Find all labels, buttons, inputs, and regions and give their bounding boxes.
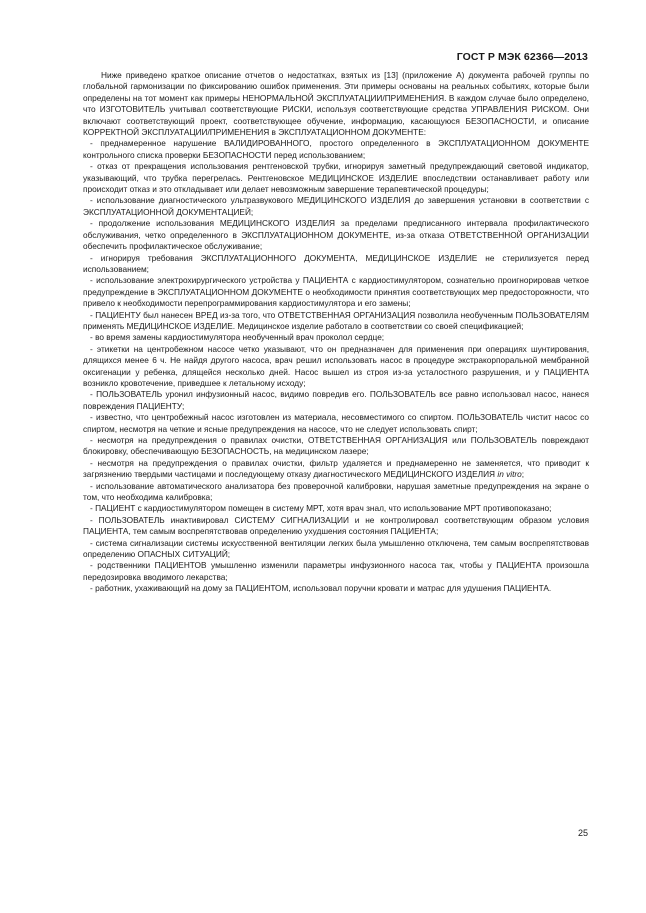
standard-header: ГОСТ Р МЭК 62366—2013 (456, 51, 588, 63)
list-item: - использование электрохирургического устройства у ПАЦИЕНТА с кардиостимулятором, сознательно проигнорировав четкое предупреждение в ЭКСПЛУАТАЦИОННОМ ДОКУМЕНТЕ о необходимости принятия соответствующих мер предосторожности, что привело к необходимости перепрограммирования кардиостимулятора и его замены; (83, 275, 589, 309)
list-item: - использование автоматического анализатора без проверочной калибровки, нарушая заметные предупреждения на экране о том, что необходима калибровка; (83, 480, 589, 503)
list-item: - отказ от прекращения использования рентгеновской трубки, игнорируя заметный предупреждающий световой индикатор, указывающий, что трубка перегрелась. Рентгеновское МЕДИЦИНСКОЕ ИЗДЕЛИЕ впоследствии останавливает работу или происходит отказ и это откладывает или делает невозможным завершение терапевтической процедуры; (83, 161, 589, 195)
page-number: 25 (577, 828, 588, 838)
list-item: - ПАЦИЕНТУ был нанесен ВРЕД из-за того, что ОТВЕТСТВЕННАЯ ОРГАНИЗАЦИЯ позволила необученным ПОЛЬЗОВАТЕЛЯМ применять МЕДИЦИНСКОЕ ИЗДЕЛИЕ. Медицинское изделие работало в соответствии со своей спецификацией; (83, 309, 589, 331)
list-item: - ПАЦИЕНТ с кардиостимулятором помещен в систему МРТ, хотя врач знал, что использование МРТ противопоказано; (90, 503, 552, 514)
list-item: - работник, ухаживающий на дому за ПАЦИЕНТОМ, использовал поручни кровати и матрас для удушения ПАЦИЕНТА. (90, 583, 552, 594)
list-item: - игнорируя требования ЭКСПЛУАТАЦИОННОГО ДОКУМЕНТА, МЕДИЦИНСКОЕ ИЗДЕЛИЕ не стерилизуется перед использованием; (83, 252, 589, 274)
list-item-in-vitro (83, 458, 589, 481)
list-item-text: - несмотря на предупреждения о правилах очистки, фильтр удаляется и преднамеренно не заменяется, что приводит к загрязнению твердыми частицами и последующему отказу диагностического МЕДИЦИНСКОГО ИЗДЕЛИЯ (83, 457, 589, 480)
list-item: - ПОЛЬЗОВАТЕЛЬ инактивировал СИСТЕМУ СИГНАЛИЗАЦИИ и не контролировал соответствующим образом условия ПАЦИЕНТА, тем самым воспрепятствовав определению ухудшения состояния ПАЦИЕНТА; (83, 514, 589, 537)
list-item: - родственники ПАЦИЕНТОВ умышленно изменили параметры инфузионного насоса так, чтобы у ПАЦИЕНТА произошла передозировка вводимого лекарства; (83, 560, 589, 582)
list-item-tail: ; (521, 469, 525, 480)
list-item: - ПОЛЬЗОВАТЕЛЬ уронил инфузионный насос, видимо повредив его. ПОЛЬЗОВАТЕЛЬ все равно использовал насос, нанеся повреждения ПАЦИЕНТУ; (83, 389, 589, 411)
in-vitro-italic: in vitro (497, 469, 522, 480)
list-item: - во время замены кардиостимулятора необученный врач проколол сердце; (90, 332, 385, 343)
list-item: - несмотря на предупреждения о правилах очистки, ОТВЕТСТВЕННАЯ ОРГАНИЗАЦИЯ или ПОЛЬЗОВАТЕЛЬ повреждают блокировку, обеспечивающую БЕЗОПАСНОСТЬ, на медицинском лазере; (83, 435, 589, 457)
body-text (83, 70, 589, 595)
list-item: - преднамеренное нарушение ВАЛИДИРОВАННОГО, простого определенного в ЭКСПЛУАТАЦИОННОМ ДОКУМЕНТЕ контрольного списка проверки БЕЗОПАСНОСТИ перед использованием; (83, 138, 589, 160)
list-item: - продолжение использования МЕДИЦИНСКОГО ИЗДЕЛИЯ за пределами предписанного интервала профилактического обслуживания, четко определенного в ЭКСПЛУАТАЦИОННОМ ДОКУМЕНТЕ, из-за отказа ОТВЕТСТВЕННОЙ ОРГАНИЗАЦИИ обеспечить профилактическое обслуживание; (83, 218, 589, 252)
list-item: - известно, что центробежный насос изготовлен из материала, несовместимого со спиртом. ПОЛЬЗОВАТЕЛЬ чистит насос со спиртом, несмотря на четкие и ясные предупреждения на насосе, что не следует использовать спирт; (83, 412, 589, 434)
list-item: - этикетки на центробежном насосе четко указывают, что он предназначен для применения при операциях шунтирования, длящихся менее 6 ч. Не найдя другого насоса, врач решил использовать насос в процедуре экстракорпоральной мембранной оксигенации у ребенка, длящейся несколько дней. Насос вышел из строя из-за усталостного разрушения, и у ПАЦИЕНТА возникло кровотечение, приведшее к летальному исходу; (83, 343, 589, 388)
intro-paragraph: Ниже приведено краткое описание отчетов о недостатках, взятых из [13] (приложение А) документа рабочей группы по глобальной гармонизации по фиксированию ошибок применения. Эти примеры основаны на реальных событиях, которые были определены на тот момент как примеры НЕНОРМАЛЬНОЙ ЭКСПЛУАТАЦИИ/ПРИМЕНЕНИЯ. В каждом случае было определено, что ИЗГОТОВИТЕЛЬ учитывал соответствующие РИСКИ, используя соответствующие средства УПРАВЛЕНИЯ РИСКОМ. Они включают соответствующий проект, соответствующее обучение, информацию, касающуюся БЕЗОПАСНОСТИ, и описание КОРРЕКТНОЙ ЭКСПЛУАТАЦИИ/ПРИМЕНЕНИЯ в ЭКСПЛУАТАЦИОННОМ ДОКУМЕНТЕ: (83, 70, 589, 138)
list-item: - система сигнализации системы искусственной вентиляции легких была умышленно отключена, тем самым воспрепятствовав определению ОПАСНЫХ СИТУАЦИЙ; (83, 537, 589, 560)
list-item: - использование диагностического ультразвукового МЕДИЦИНСКОГО ИЗДЕЛИЯ до завершения установки в соответствии с ЭКСПЛУАТАЦИОННОЙ ДОКУМЕНТАЦИЕЙ; (83, 195, 589, 217)
